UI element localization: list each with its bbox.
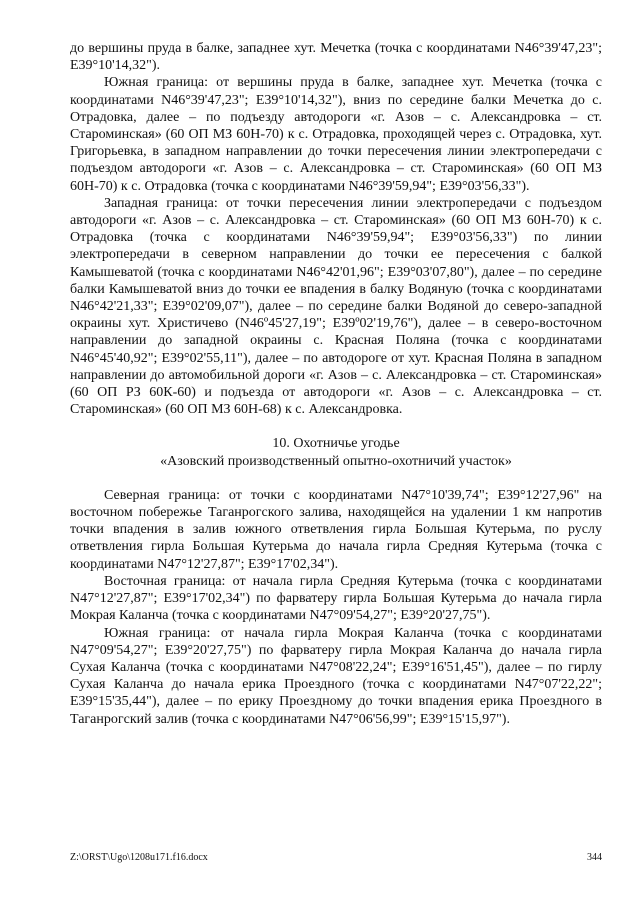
page-number: 344 — [587, 852, 602, 863]
section-title: 10. Охотничье угодье — [272, 436, 400, 452]
paragraph-north-border: Северная граница: от точки с координатами N47°10'39,74"; E39°12'27,96" на восточном побережье Таганрогского залива, находящейся на удалении 1 км напротив точки впадения в залив южного ответвления гирла Большая Кутерьма, по руслу ответвления гирла Большая Кутерьма до начала гирла Средняя Кутерьма (точка с координатами N47°12'27,87"; E39°17'02,34"). — [70, 487, 602, 572]
paragraph-south-border-2: Южная граница: от начала гирла Мокрая Каланча (точка с координатами N47°09'54,27"; E39°20'27,75") по фарватеру гирла Мокрая Каланча до начала гирла Сухая Каланча (точка с координатами N47°08'22,24"; E39°16'51,45"), далее – по гирлу Сухая Каланча до начала ерика Проездного (точка с координатами N47°07'22,22"; E39°15'35,44"), далее – по ерику Проездному до точки впадения ерика Проездного в Таганрогский залив (точка с координатами N47°06'56,99"; E39°15'15,97"). — [70, 625, 602, 727]
spacer — [70, 470, 602, 487]
section-name: «Азовский производственный опытно-охотничий участок» — [160, 453, 512, 469]
paragraph-west-border: Западная граница: от точки пересечения линии электропередачи с подъездом автодороги «г. Азов – с. Александровка – ст. Староминская» (60 ОП МЗ 60Н-70) к с. Отрадовка (точка с координатами N46°39'59,94"; E39°03'56,33") по линии электропередачи в северном направлении до точки ее пересечения с балкой Камышеватой (точка с координатами N46°42'01,96"; E39°03'07,80"), далее – по середине балки Камышеватой вниз до точки ее впадения в балку Водяную (точка с координатами N46°42'21,33"; E39°02'09,07"), далее – по середине балки Водяной до северо-западной окраины хут. Христичево (N46º45'27,19"; E39º02'19,76"), далее – в северо-восточном направлении до западной окраины с. Красная Поляна (точка с координатами N46°45'40,92"; E39°02'55,11"), далее – по автодороге от хут. Красная Поляна в западном направлении до автомобильной дороги «г. Азов – с. Александровка – ст. Староминская» (60 ОП РЗ 60К-60) и подъезда от автодороги «г. Азов – с. Александровка – ст. Староминская» (60 ОП МЗ 60Н-68) к с. Александровка. — [70, 195, 602, 418]
paragraph-continuation: до вершины пруда в балке, западнее хут. Мечетка (точка с координатами N46°39'47,23"; E39°10'14,32"). — [70, 41, 602, 74]
paragraph-south-border: Южная граница: от вершины пруда в балке, западнее хут. Мечетка (точка с координатами N46°39'47,23"; E39°10'14,32"), вниз по середине балки Мечетка до с. Отрадовка, далее – по подъезду автодороги «г. Азов – с. Александровка – ст. Староминская» (60 ОП МЗ 60Н-70) к с. Отрадовка, проходящей через с. Отрадовка, хут. Григорьевка, в западном направлении до точки пересечения линии электропередачи с подъездом автодороги «г. Азов – с. Александровка – ст. Староминская» (60 ОП МЗ 60Н-70) к с. Отрадовка (точка с координатами N46°39'59,94"; E39°03'56,33"). — [70, 75, 602, 194]
paragraph-east-border: Восточная граница: от начала гирла Средняя Кутерьма (точка с координатами N47°12'27,87"; E39°17'02,34") по фарватеру гирла Большая Кутерьма до начала гирла Мокрая Каланча (точка с координатами N47°09'54,27"; E39°20'27,75"). — [70, 573, 602, 624]
file-path: Z:\ORST\Ugo\1208u171.f16.docx — [70, 852, 208, 863]
spacer — [70, 418, 602, 435]
document-page — [70, 40, 602, 728]
